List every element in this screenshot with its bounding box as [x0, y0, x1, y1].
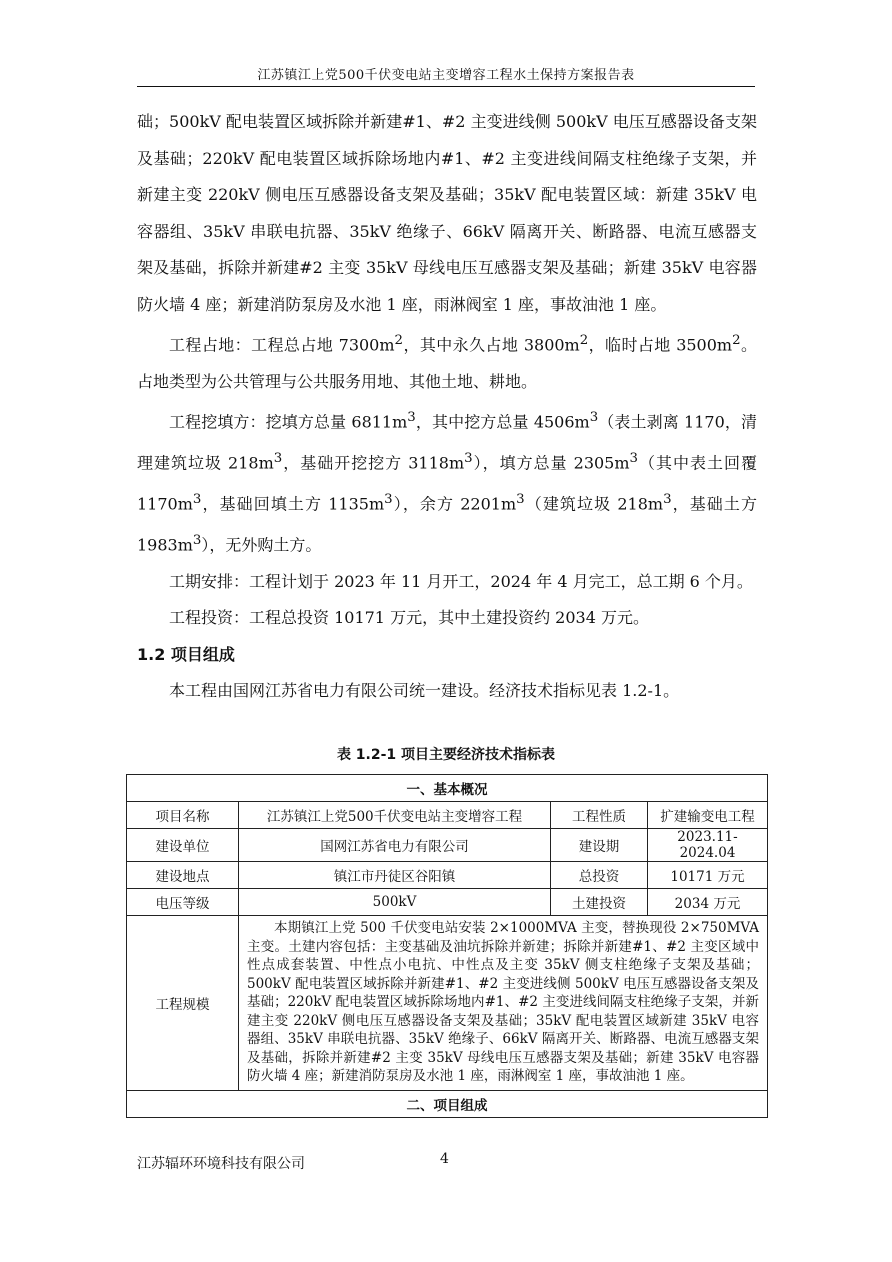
cell-key: 总投资 — [551, 862, 648, 889]
sup: 3 — [589, 410, 599, 426]
earth-seg: ，其中挖方总量 4506m — [415, 412, 590, 432]
body-text — [137, 104, 757, 710]
paragraph-investment: 工程投资：工程总投资 10171 万元，其中土建投资约 2034 万元。 — [169, 608, 649, 628]
sup: 3 — [516, 491, 525, 507]
table-row — [127, 802, 768, 829]
cell-key: 电压等级 — [127, 889, 239, 916]
cell-key: 土建投资 — [551, 889, 648, 916]
cell-value: 2034 万元 — [648, 889, 768, 916]
earth-seg: 工程挖填方：挖填方总量 6811m — [169, 412, 408, 432]
cell-key: 项目名称 — [127, 802, 239, 829]
sup: 2 — [394, 333, 404, 348]
header-rule — [137, 86, 755, 87]
indicator-table — [126, 774, 768, 1118]
cell-key: 工程规模 — [127, 916, 239, 1091]
earth-seg: ），填方总量 2305m — [472, 453, 630, 473]
sup: 3 — [663, 491, 672, 507]
cell-value: 2023.11-2024.04 — [648, 829, 768, 862]
sup: 3 — [384, 491, 393, 507]
sup: 3 — [273, 451, 283, 467]
cell-value: 扩建输变电工程 — [648, 802, 768, 829]
group-composition: 二、项目组成 — [127, 1090, 768, 1117]
page-header: 江苏镇江上党500千伏变电站主变增容工程水土保持方案报告表 — [257, 68, 635, 83]
paragraph-schedule: 工期安排：工程计划于 2023 年 11 月开工，2024 年 4 月完工，总工期 6 个月。 — [169, 571, 753, 591]
table-row — [127, 829, 768, 862]
group-basic: 一、基本概况 — [127, 775, 768, 802]
paragraph-table-intro: 本工程由国网江苏省电力有限公司统一建设。经济技术指标见表 1.2-1。 — [169, 681, 680, 701]
sup: 3 — [407, 410, 416, 426]
cell-key: 建设期 — [551, 829, 648, 862]
section-heading: 1.2 项目组成 — [137, 644, 235, 664]
table-group-row — [127, 1090, 768, 1117]
earth-seg: ，基础回填土方 1135m — [201, 494, 385, 514]
land-label: 工程占地： — [169, 335, 252, 355]
sup: 3 — [192, 491, 202, 507]
cell-key: 建设单位 — [127, 829, 239, 862]
cell-value: 江苏镇江上党500千伏变电站主变增容工程 — [239, 802, 551, 829]
sup: 3 — [192, 532, 202, 548]
table-row — [127, 889, 768, 916]
earth-seg: ，基础开挖挖方 3118m — [282, 453, 465, 473]
land-type: 。占地类型为公共管理与公共服务用地、其他土地、耕地。 — [137, 335, 757, 391]
paragraph-land-use — [137, 323, 757, 400]
sup: 3 — [629, 451, 639, 467]
cell-value: 10171 万元 — [648, 862, 768, 889]
table-row — [127, 862, 768, 889]
sup: 2 — [579, 333, 589, 348]
land-total: 工程总占地 7300m — [251, 335, 395, 355]
cell-key: 建设地点 — [127, 862, 239, 889]
paragraph-earthwork — [137, 400, 757, 563]
earth-seg: （表土剥离 1170，清理建筑垃圾 218m — [137, 412, 757, 473]
earth-seg: ），无外购土方。 — [201, 535, 322, 555]
footer-company: 江苏辐环环境科技有限公司 — [137, 1156, 305, 1172]
land-temporary: ，临时占地 3500m — [588, 335, 733, 355]
cell-key: 工程性质 — [551, 802, 648, 829]
table-row-scope — [127, 916, 768, 1091]
sup: 2 — [732, 333, 741, 348]
sup: 3 — [464, 451, 473, 467]
earth-seg: （建筑垃圾 218m — [524, 494, 664, 514]
cell-scope-text: 本期镇江上党 500 千伏变电站安装 2×1000MVA 主变，替换现役 2×750MVA 主变。土建内容包括：主变基础及油坑拆除并新建；拆除并新建#1、#2 主变区域中性点成套装置、中性点小电抗、中性点及主变 35kV 侧支柱绝缘子支架及基础；500kV 配电装置区域拆除并新建#1、#2 主变进线侧 500kV 电压互感器设备支架及基础；220kV 配电装置区域拆除场地内#1、#2 主变进线间隔支柱绝缘子支架，并新建主变 220kV 侧电压互感器设备支架及基础；35kV 配电装置区域新建 35kV 电容器组、35kV 串联电抗器、35kV 绝缘子、66kV 隔离开关、断路器、电流互感器支架及基础，拆除并新建#2 主变 35kV 母线电压互感器支架及基础；新建 35kV 电容器防火墙 4 座；新建消防泵房及水池 1 座，雨淋阀室 1 座，事故油池 1 座。 — [239, 916, 768, 1091]
cell-value: 500kV — [239, 889, 551, 916]
earth-seg: ，基础土方 1983m — [137, 494, 757, 555]
table-caption: 表 1.2-1 项目主要经济技术指标表 — [336, 747, 556, 763]
page-number: 4 — [440, 1151, 449, 1167]
table-group-row — [127, 775, 768, 802]
earth-seg: （其中表土回覆 1170m — [137, 453, 757, 514]
cell-value: 国网江苏省电力有限公司 — [239, 829, 551, 862]
paragraph-scope-continued: 础；500kV 配电装置区域拆除并新建#1、#2 主变进线侧 500kV 电压互感器设备支架及基础；220kV 配电装置区域拆除场地内#1、#2 主变进线间隔支柱绝缘子支架，并新建主变 220kV 侧电压互感器设备支架及基础；35kV 配电装置区域：新建 35kV 电容器组、35kV 串联电抗器、35kV 绝缘子、66kV 隔离开关、断路器、电流互感器支架及基础，拆除并新建#2 主变 35kV 母线电压互感器支架及基础；新建 35kV 电容器防火墙 4 座；新建消防泵房及水池 1 座，雨淋阀室 1 座，事故油池 1 座。 — [137, 112, 757, 314]
cell-value: 镇江市丹徒区谷阳镇 — [239, 862, 551, 889]
earth-seg: ），余方 2201m — [392, 494, 517, 514]
land-permanent: ，其中永久占地 3800m — [403, 335, 580, 355]
